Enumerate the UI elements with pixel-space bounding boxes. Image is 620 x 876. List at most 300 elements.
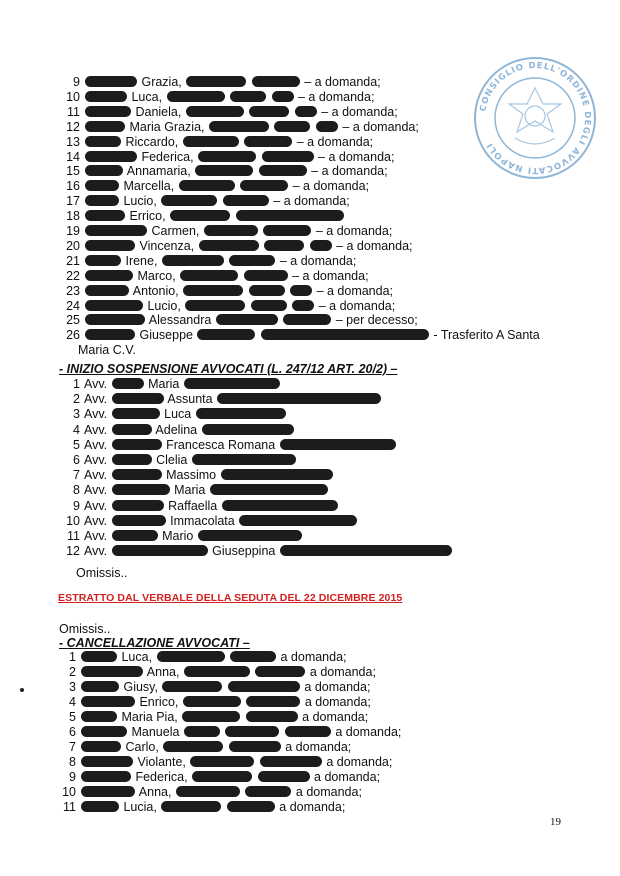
list-item bbox=[58, 468, 334, 482]
item-text: Luca, bbox=[118, 650, 156, 664]
redaction-mark bbox=[244, 136, 292, 147]
redaction-mark bbox=[81, 756, 133, 767]
redaction-mark bbox=[223, 195, 269, 206]
redaction-mark bbox=[274, 121, 310, 132]
item-text: Massimo bbox=[162, 468, 220, 483]
page-number: 19 bbox=[550, 816, 561, 828]
redaction-mark bbox=[112, 439, 162, 450]
item-number: 5 bbox=[69, 710, 76, 724]
item-text bbox=[240, 135, 243, 149]
item-text: Avv. bbox=[84, 422, 111, 437]
redaction-mark bbox=[239, 515, 357, 526]
item-text bbox=[305, 239, 308, 253]
item-text: Alessandra bbox=[146, 313, 215, 328]
item-text: Avv. bbox=[84, 407, 111, 422]
list-item bbox=[62, 239, 413, 253]
redaction-mark bbox=[85, 329, 135, 340]
redaction-mark bbox=[202, 424, 294, 435]
item-text: – a domanda; bbox=[269, 194, 350, 209]
item-text: Avv. bbox=[84, 453, 111, 467]
item-text: Clelia bbox=[152, 453, 191, 467]
item-text: Luca bbox=[160, 407, 195, 422]
item-number: 7 bbox=[73, 468, 80, 483]
item-number: 21 bbox=[66, 253, 80, 268]
redaction-mark bbox=[179, 180, 235, 191]
item-text: Carlo, bbox=[122, 740, 163, 754]
list-item bbox=[58, 392, 382, 406]
redaction-mark bbox=[85, 180, 119, 191]
redaction-mark bbox=[85, 240, 135, 251]
list-item bbox=[62, 120, 419, 134]
redaction-mark bbox=[85, 285, 129, 296]
redaction-mark bbox=[184, 378, 280, 389]
redaction-mark bbox=[85, 121, 125, 132]
item-text: Vincenza, bbox=[136, 238, 198, 253]
list-item bbox=[58, 544, 453, 558]
redaction-mark bbox=[162, 681, 222, 692]
item-text bbox=[280, 725, 283, 739]
redaction-mark bbox=[112, 469, 162, 480]
item-text: Anna, bbox=[144, 665, 183, 679]
redaction-mark bbox=[259, 165, 307, 176]
redaction-mark bbox=[210, 484, 328, 495]
item-text bbox=[226, 90, 229, 104]
redaction-mark bbox=[280, 545, 452, 556]
item-text bbox=[256, 328, 259, 342]
item-text bbox=[239, 269, 242, 283]
item-text: Mario bbox=[158, 529, 197, 543]
redaction-mark bbox=[230, 651, 276, 662]
redaction-mark bbox=[85, 300, 143, 311]
redaction-mark bbox=[167, 91, 225, 102]
list-item bbox=[54, 785, 362, 799]
redaction-mark bbox=[310, 240, 332, 251]
list-item bbox=[54, 665, 376, 679]
item-number: 11 bbox=[67, 529, 80, 543]
item-text bbox=[255, 755, 258, 769]
item-number: 17 bbox=[66, 194, 80, 209]
redaction-mark bbox=[225, 726, 279, 737]
list-item bbox=[62, 75, 381, 89]
redaction-mark bbox=[209, 121, 269, 132]
item-text: Avv. bbox=[84, 498, 111, 513]
item-number: 23 bbox=[66, 283, 80, 298]
list-item bbox=[58, 483, 329, 497]
list-item bbox=[62, 105, 398, 119]
item-number: 15 bbox=[66, 164, 80, 179]
redaction-mark bbox=[183, 285, 243, 296]
item-number: 20 bbox=[66, 238, 80, 253]
item-text: a domanda; bbox=[310, 770, 381, 784]
list-item bbox=[62, 224, 392, 238]
list-item bbox=[62, 150, 394, 164]
list-item bbox=[62, 254, 356, 268]
item-text bbox=[242, 695, 245, 709]
council-stamp bbox=[471, 54, 599, 182]
redaction-mark bbox=[85, 210, 125, 221]
list-item bbox=[58, 423, 295, 437]
item-text: Francesca Romana bbox=[162, 437, 279, 452]
item-text: Lucio, bbox=[144, 298, 185, 313]
item-text bbox=[223, 680, 226, 694]
item-number: 4 bbox=[73, 422, 80, 437]
redaction-mark bbox=[112, 500, 164, 511]
item-number: 14 bbox=[66, 149, 80, 164]
redaction-mark bbox=[185, 300, 245, 311]
item-text: Maria Grazia, bbox=[126, 119, 208, 134]
list-item bbox=[58, 407, 287, 421]
item-text: Anna, bbox=[136, 785, 175, 799]
item-text: – a domanda; bbox=[288, 268, 369, 283]
redaction-mark bbox=[197, 329, 255, 340]
redaction-mark bbox=[112, 424, 152, 435]
redaction-mark bbox=[163, 741, 223, 752]
item-text: – a domanda; bbox=[315, 298, 396, 313]
redaction-mark bbox=[112, 545, 208, 556]
list-item bbox=[62, 194, 350, 208]
item-text: Giusy, bbox=[120, 680, 162, 694]
item-number: 3 bbox=[69, 680, 76, 694]
list-item bbox=[62, 328, 540, 342]
item-text: Avv. bbox=[84, 544, 111, 559]
item-text bbox=[236, 179, 239, 193]
item-text: – per decesso; bbox=[332, 313, 418, 328]
list-item bbox=[54, 695, 371, 709]
redaction-mark bbox=[81, 681, 119, 692]
list-item bbox=[62, 179, 369, 193]
list-item bbox=[62, 209, 345, 223]
item-text bbox=[279, 313, 282, 327]
item-number: 10 bbox=[66, 89, 80, 104]
item-text bbox=[218, 194, 221, 208]
item-number: 11 bbox=[67, 104, 80, 119]
item-text: Adelina bbox=[152, 422, 201, 437]
redaction-mark bbox=[246, 711, 298, 722]
redaction-mark bbox=[229, 741, 281, 752]
item-text bbox=[222, 800, 225, 814]
item-text: – a domanda; bbox=[307, 164, 388, 179]
redaction-mark bbox=[199, 240, 259, 251]
item-number: 2 bbox=[73, 392, 80, 407]
redaction-mark bbox=[85, 136, 121, 147]
list-item bbox=[62, 135, 373, 149]
item-number: 11 bbox=[63, 800, 76, 814]
item-text: Federica, bbox=[132, 770, 192, 784]
item-text: Federica, bbox=[138, 149, 198, 164]
redaction-mark bbox=[162, 255, 224, 266]
redaction-mark bbox=[229, 255, 275, 266]
item-text bbox=[231, 209, 234, 223]
item-number: 8 bbox=[69, 755, 76, 769]
item-text bbox=[241, 785, 244, 799]
item-number: 12 bbox=[66, 119, 80, 134]
redaction-mark bbox=[161, 801, 221, 812]
redaction-mark bbox=[249, 106, 289, 117]
scan-speck bbox=[20, 688, 24, 692]
redaction-mark bbox=[182, 711, 240, 722]
redaction-mark bbox=[170, 210, 230, 221]
redaction-mark bbox=[85, 165, 123, 176]
redaction-mark bbox=[81, 696, 135, 707]
list-item bbox=[58, 453, 297, 467]
item-text: Annamaria, bbox=[124, 164, 195, 179]
omissis-1: Omissis.. bbox=[76, 566, 128, 580]
item-number: 7 bbox=[69, 740, 76, 754]
redaction-mark bbox=[244, 270, 288, 281]
item-number: 19 bbox=[66, 224, 80, 238]
redaction-mark bbox=[186, 106, 244, 117]
item-text bbox=[244, 284, 247, 298]
item-text bbox=[259, 224, 262, 238]
redaction-mark bbox=[192, 771, 252, 782]
list-item bbox=[54, 740, 351, 754]
item-number: 22 bbox=[66, 268, 80, 283]
redaction-mark bbox=[246, 696, 300, 707]
item-text: Avv. bbox=[84, 392, 111, 407]
item-text bbox=[311, 120, 314, 134]
redaction-mark bbox=[183, 696, 241, 707]
item-text: Lucio, bbox=[120, 194, 161, 209]
item-text bbox=[224, 740, 227, 754]
redaction-mark bbox=[112, 530, 158, 541]
item-number: 2 bbox=[69, 665, 76, 679]
redaction-mark bbox=[112, 515, 166, 526]
item-text: Luca, bbox=[128, 89, 166, 104]
item-text: Grazia, bbox=[138, 75, 186, 89]
item-text: a domanda; bbox=[322, 755, 393, 769]
item-text bbox=[246, 299, 249, 313]
item-text: – a domanda; bbox=[289, 179, 370, 194]
item-number: 3 bbox=[73, 407, 80, 422]
item-text: Marco, bbox=[134, 268, 180, 283]
redaction-mark bbox=[221, 469, 333, 480]
redaction-mark bbox=[264, 240, 304, 251]
item-text bbox=[245, 105, 248, 119]
item-text bbox=[286, 284, 289, 298]
item-text: Irene, bbox=[122, 253, 161, 268]
item-text: Assunta bbox=[164, 392, 217, 407]
redaction-mark bbox=[295, 106, 317, 117]
item-number: 6 bbox=[73, 453, 80, 467]
list-item bbox=[54, 755, 392, 769]
redaction-mark bbox=[81, 801, 119, 812]
item-text: - Trasferito A Santa bbox=[429, 328, 540, 343]
list-item bbox=[62, 164, 388, 178]
item-text bbox=[226, 650, 229, 664]
redaction-mark bbox=[180, 270, 238, 281]
redaction-mark bbox=[285, 726, 331, 737]
list-item bbox=[62, 284, 393, 298]
item-text: Immacolata bbox=[166, 513, 239, 528]
item-number: 4 bbox=[69, 695, 76, 709]
redaction-mark bbox=[161, 195, 217, 206]
item-text bbox=[288, 299, 291, 313]
item-text: Manuela bbox=[128, 725, 183, 739]
item-number: 10 bbox=[66, 513, 80, 528]
redaction-mark bbox=[184, 726, 220, 737]
redaction-mark bbox=[81, 711, 117, 722]
item-text bbox=[260, 239, 263, 253]
list-item bbox=[58, 377, 281, 391]
redaction-mark bbox=[290, 285, 312, 296]
redaction-mark bbox=[190, 756, 254, 767]
redaction-mark bbox=[252, 76, 300, 87]
item-text: Raffaella bbox=[164, 498, 221, 513]
item-text bbox=[253, 770, 256, 784]
redaction-mark bbox=[216, 314, 278, 325]
list-item bbox=[62, 90, 374, 104]
redaction-mark bbox=[85, 314, 145, 325]
redaction-mark bbox=[81, 786, 135, 797]
redaction-mark bbox=[280, 439, 396, 450]
redaction-mark bbox=[85, 255, 121, 266]
redaction-mark bbox=[245, 786, 291, 797]
item-text: Avv. bbox=[84, 377, 111, 391]
list-item bbox=[54, 800, 345, 814]
item-text: – a domanda; bbox=[313, 283, 394, 298]
item-text: a domanda; bbox=[331, 725, 402, 739]
redaction-mark bbox=[263, 225, 311, 236]
redaction-mark bbox=[195, 165, 253, 176]
item-text: Enrico, bbox=[136, 695, 182, 709]
redaction-mark bbox=[157, 651, 225, 662]
redaction-mark bbox=[272, 91, 294, 102]
redaction-mark bbox=[240, 180, 288, 191]
item-text: – a domanda; bbox=[338, 119, 419, 134]
item-text bbox=[254, 164, 257, 178]
item-text: a domanda; bbox=[275, 800, 346, 814]
redaction-mark bbox=[85, 76, 137, 87]
redaction-mark bbox=[112, 408, 160, 419]
redaction-mark bbox=[85, 195, 119, 206]
item-text: – a domanda; bbox=[332, 238, 413, 253]
item-text: Avv. bbox=[84, 468, 111, 483]
list-continuation: Maria C.V. bbox=[78, 343, 136, 357]
item-text: a domanda; bbox=[281, 740, 352, 754]
item-text: Riccardo, bbox=[122, 134, 182, 149]
list-item bbox=[58, 529, 303, 543]
redaction-mark bbox=[251, 300, 287, 311]
redaction-mark bbox=[292, 300, 314, 311]
item-text: Daniela, bbox=[132, 104, 185, 119]
item-text bbox=[267, 90, 270, 104]
item-number: 16 bbox=[66, 179, 80, 194]
redaction-mark bbox=[112, 378, 144, 389]
redaction-mark bbox=[183, 136, 239, 147]
redaction-mark bbox=[85, 106, 131, 117]
item-text: Giuseppina bbox=[208, 544, 279, 559]
item-number: 9 bbox=[69, 770, 76, 784]
redaction-mark bbox=[204, 225, 258, 236]
item-number: 8 bbox=[73, 483, 80, 498]
item-text bbox=[221, 725, 224, 739]
redaction-mark bbox=[228, 681, 300, 692]
item-text: – a domanda; bbox=[314, 149, 395, 164]
item-text: – a domanda; bbox=[276, 253, 357, 268]
item-text: – a domanda; bbox=[312, 224, 393, 238]
item-text bbox=[270, 120, 273, 134]
redaction-mark bbox=[112, 484, 170, 495]
item-number: 13 bbox=[66, 134, 80, 149]
item-text bbox=[257, 150, 260, 164]
redaction-mark bbox=[262, 151, 314, 162]
item-text: a domanda; bbox=[300, 680, 371, 694]
item-text: Maria Pia, bbox=[118, 710, 182, 724]
list-item bbox=[62, 269, 369, 283]
redaction-mark bbox=[261, 329, 429, 340]
redaction-mark bbox=[184, 666, 250, 677]
redaction-mark bbox=[258, 771, 310, 782]
list-item bbox=[54, 650, 347, 664]
item-text: Giuseppe bbox=[136, 328, 197, 343]
item-text bbox=[251, 665, 254, 679]
item-text bbox=[247, 75, 250, 89]
redaction-mark bbox=[81, 726, 127, 737]
item-text: – a domanda; bbox=[300, 75, 381, 89]
item-number: 9 bbox=[73, 75, 80, 89]
list-item bbox=[62, 299, 395, 313]
item-text: Maria bbox=[144, 377, 183, 391]
omissis-2: Omissis.. bbox=[59, 622, 111, 636]
redaction-mark bbox=[85, 151, 137, 162]
redaction-mark bbox=[112, 393, 164, 404]
list-item bbox=[54, 680, 370, 694]
redaction-mark bbox=[176, 786, 240, 797]
item-text: – a domanda; bbox=[317, 104, 398, 119]
item-text: a domanda; bbox=[301, 695, 371, 709]
item-text: a domanda; bbox=[306, 665, 376, 679]
redaction-mark bbox=[230, 91, 266, 102]
item-text: a domanda; bbox=[277, 650, 347, 664]
item-text: Avv. bbox=[84, 483, 111, 498]
redaction-mark bbox=[198, 530, 302, 541]
redaction-mark bbox=[81, 771, 131, 782]
redaction-mark bbox=[186, 76, 246, 87]
item-text: Lucia, bbox=[120, 800, 161, 814]
redaction-mark bbox=[227, 801, 275, 812]
suspension-heading: - INIZIO SOSPENSIONE AVVOCATI (L. 247/12 ART. 20/2) – bbox=[59, 362, 398, 376]
list-item bbox=[54, 770, 380, 784]
redaction-mark bbox=[260, 756, 322, 767]
item-number: 6 bbox=[69, 725, 76, 739]
item-number: 24 bbox=[66, 298, 80, 313]
list-item bbox=[54, 725, 401, 739]
redaction-mark bbox=[85, 91, 127, 102]
redaction-mark bbox=[316, 121, 338, 132]
redaction-mark bbox=[283, 314, 331, 325]
item-text: – a domanda; bbox=[294, 89, 375, 104]
minutes-title: ESTRATTO DAL VERBALE DELLA SEDUTA DEL 22 DICEMBRE 2015 bbox=[58, 592, 403, 604]
item-text: Errico, bbox=[126, 209, 170, 224]
cancellation-heading: - CANCELLAZIONE AVVOCATI – bbox=[59, 636, 250, 650]
redaction-mark bbox=[249, 285, 285, 296]
redaction-mark bbox=[81, 651, 117, 662]
redaction-mark bbox=[222, 500, 338, 511]
item-text: a domanda; bbox=[292, 785, 362, 799]
redaction-mark bbox=[81, 666, 143, 677]
item-number: 1 bbox=[73, 377, 80, 391]
redaction-mark bbox=[255, 666, 305, 677]
item-text: Avv. bbox=[84, 529, 111, 543]
item-text: Avv. bbox=[84, 437, 111, 452]
redaction-mark bbox=[81, 741, 121, 752]
item-number: 9 bbox=[73, 498, 80, 513]
list-item bbox=[58, 438, 397, 452]
item-text: Antonio, bbox=[130, 283, 183, 298]
item-text: Carmen, bbox=[148, 224, 203, 238]
redaction-mark bbox=[217, 393, 381, 404]
item-number: 1 bbox=[69, 650, 76, 664]
